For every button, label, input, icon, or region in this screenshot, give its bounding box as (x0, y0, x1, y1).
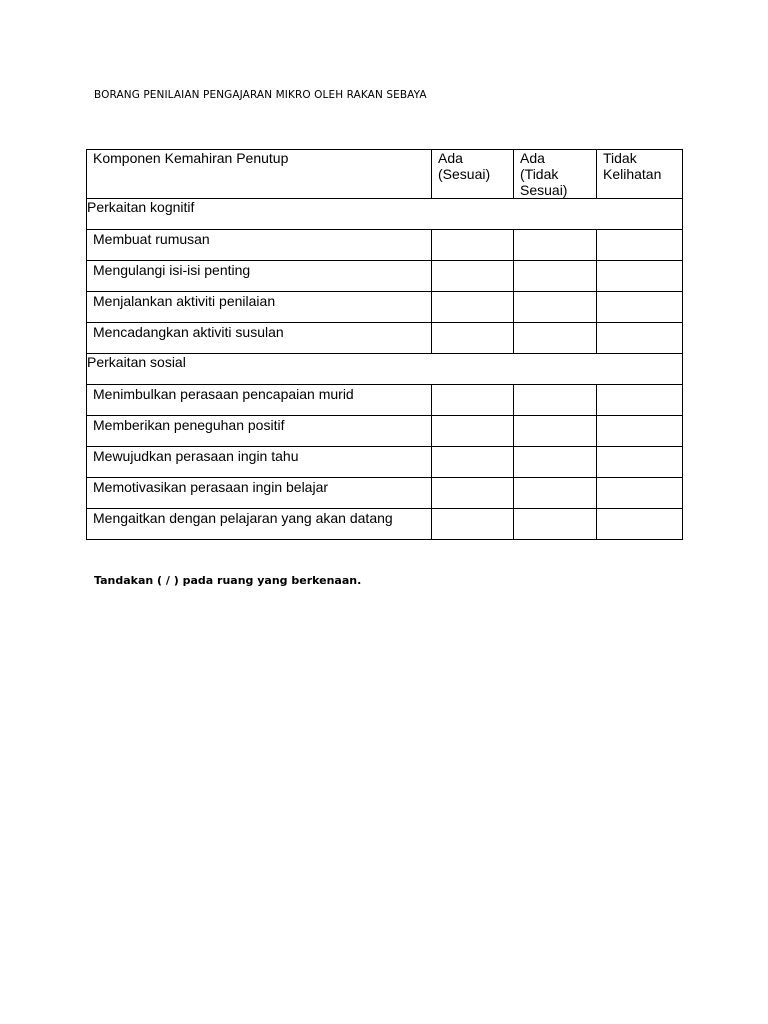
checkbox-cell-tidak-kelihatan[interactable] (597, 385, 683, 416)
table-row (87, 478, 683, 509)
table-row (87, 509, 683, 540)
checkbox-cell-ada-sesuai[interactable] (432, 509, 514, 540)
assessment-table (86, 149, 683, 540)
table-row (87, 292, 683, 323)
section-row (87, 199, 683, 230)
table-row (87, 323, 683, 354)
criterion-label: Memotivasikan perasaan ingin belajar (87, 478, 432, 509)
instruction-note: Tandakan ( / ) pada ruang yang berkenaan. (94, 574, 362, 587)
checkbox-cell-tidak-kelihatan[interactable] (597, 230, 683, 261)
criterion-label: Membuat rumusan (87, 230, 432, 261)
header-component: Komponen Kemahiran Penutup (87, 150, 432, 199)
section-title: Perkaitan sosial (87, 354, 683, 385)
checkbox-cell-ada-sesuai[interactable] (432, 447, 514, 478)
header-ada-sesuai: Ada (Sesuai) (432, 150, 514, 199)
checkbox-cell-ada-tidak-sesuai[interactable] (514, 292, 597, 323)
checkbox-cell-ada-tidak-sesuai[interactable] (514, 385, 597, 416)
section-title: Perkaitan kognitif (87, 199, 683, 230)
checkbox-cell-ada-tidak-sesuai[interactable] (514, 261, 597, 292)
checkbox-cell-tidak-kelihatan[interactable] (597, 509, 683, 540)
checkbox-cell-ada-sesuai[interactable] (432, 292, 514, 323)
checkbox-cell-tidak-kelihatan[interactable] (597, 292, 683, 323)
criterion-label: Mengaitkan dengan pelajaran yang akan datang (87, 509, 432, 540)
checkbox-cell-tidak-kelihatan[interactable] (597, 323, 683, 354)
checkbox-cell-tidak-kelihatan[interactable] (597, 478, 683, 509)
header-ada-tidak-sesuai: Ada (Tidak Sesuai) (514, 150, 597, 199)
table-header-row (87, 150, 683, 199)
checkbox-cell-ada-tidak-sesuai[interactable] (514, 447, 597, 478)
criterion-label: Mewujudkan perasaan ingin tahu (87, 447, 432, 478)
criterion-label: Mencadangkan aktiviti susulan (87, 323, 432, 354)
checkbox-cell-ada-sesuai[interactable] (432, 230, 514, 261)
section-row (87, 354, 683, 385)
table-row (87, 230, 683, 261)
criterion-label: Memberikan peneguhan positif (87, 416, 432, 447)
table-row (87, 447, 683, 478)
checkbox-cell-ada-sesuai[interactable] (432, 261, 514, 292)
checkbox-cell-ada-tidak-sesuai[interactable] (514, 478, 597, 509)
criterion-label: Menjalankan aktiviti penilaian (87, 292, 432, 323)
checkbox-cell-ada-sesuai[interactable] (432, 385, 514, 416)
checkbox-cell-ada-sesuai[interactable] (432, 478, 514, 509)
header-tidak-kelihatan: Tidak Kelihatan (597, 150, 683, 199)
checkbox-cell-ada-tidak-sesuai[interactable] (514, 416, 597, 447)
checkbox-cell-ada-tidak-sesuai[interactable] (514, 509, 597, 540)
table-row (87, 261, 683, 292)
table-row (87, 416, 683, 447)
form-title: BORANG PENILAIAN PENGAJARAN MIKRO OLEH RAKAN SEBAYA (94, 89, 427, 101)
checkbox-cell-ada-sesuai[interactable] (432, 416, 514, 447)
checkbox-cell-ada-sesuai[interactable] (432, 323, 514, 354)
checkbox-cell-ada-tidak-sesuai[interactable] (514, 230, 597, 261)
checkbox-cell-tidak-kelihatan[interactable] (597, 416, 683, 447)
checkbox-cell-tidak-kelihatan[interactable] (597, 261, 683, 292)
table-row (87, 385, 683, 416)
criterion-label: Mengulangi isi-isi penting (87, 261, 432, 292)
checkbox-cell-ada-tidak-sesuai[interactable] (514, 323, 597, 354)
checkbox-cell-tidak-kelihatan[interactable] (597, 447, 683, 478)
criterion-label: Menimbulkan perasaan pencapaian murid (87, 385, 432, 416)
